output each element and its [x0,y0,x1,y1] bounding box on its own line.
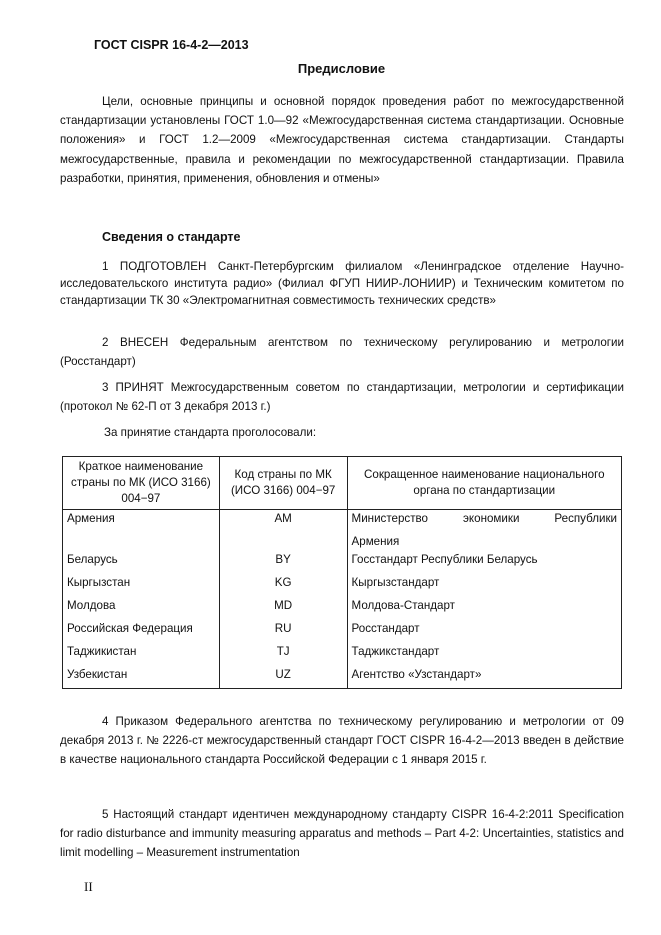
voting-countries-table [62,456,622,689]
cell-country: Таджикистан [63,643,220,666]
table-row [63,574,622,597]
cell-body-line: Министерство экономики Республики [351,512,617,525]
table-row [63,666,622,689]
voted-label: За принятие стандарта проголосовали: [104,426,317,439]
cell-code: RU [219,620,347,643]
cell-country: Беларусь [63,551,220,574]
cell-body [347,510,621,552]
foreword-paragraph: Цели, основные принципы и основной порядок проведения работ по межгосударственной стандартизации установлены ГОСТ 1.0—92 «Межгосударственная система стандартизации. Основные положения» и ГОСТ 1.2—2009 «Межгосударственная система стандартизации. Стандарты межгосударственные, правила и рекомендации по межгосударственной стандартизации. Правила разработки, принятия, применения, обновления и отмены» [60,95,624,185]
item-5-paragraph: 5 Настоящий стандарт идентичен международному стандарту CISPR 16-4-2:2011 Specification for radio disturbance and immunity measuring apparatus and methods – Part 4-2: Uncertainties, statistics and limit modelling – Measurement instrumentation [60,808,624,860]
table-row [63,597,622,620]
document-code-header: ГОСТ CISPR 16-4-2—2013 [94,38,249,52]
item-2-paragraph: 2 ВНЕСЕН Федеральным агентством по техническому регулированию и метрологии (Росстандарт) [60,336,624,369]
table-row [63,620,622,643]
cell-code: MD [219,597,347,620]
cell-body: Госстандарт Республики Беларусь [347,551,621,574]
cell-body: Агентство «Узстандарт» [347,666,621,689]
cell-code: AM [219,510,347,552]
table-row [63,643,622,666]
cell-code: TJ [219,643,347,666]
header-standards-body: Сокращенное наименование национального органа по стандартизации [347,457,621,510]
cell-code: BY [219,551,347,574]
cell-country: Узбекистан [63,666,220,689]
cell-body: Таджикстандарт [347,643,621,666]
item-1-paragraph: 1 ПОДГОТОВЛЕН Санкт-Петербургским филиалом «Ленинградское отделение Научно-исследовательского института радио» (Филиал ФГУП НИИР-ЛОНИИР) и Техническим комитетом по стандартизации ТК 30 «Электромагнитная совместимость технических средств» [60,260,624,307]
cell-code: UZ [219,666,347,689]
cell-body-line: Армения [351,535,400,548]
item-3-paragraph: 3 ПРИНЯТ Межгосударственным советом по стандартизации, метрологии и сертификации (протокол № 62-П от 3 декабря 2013 г.) [60,381,624,414]
cell-country: Кыргызстан [63,574,220,597]
cell-body: Росстандарт [347,620,621,643]
table-row [63,510,622,552]
table-row [63,551,622,574]
cell-body: Кыргызстандарт [347,574,621,597]
cell-country: Российская Федерация [63,620,220,643]
section-title: Предисловие [297,61,386,76]
header-country-code: Код страны по МК (ИСО 3166) 004−97 [219,457,347,510]
cell-country: Молдова [63,597,220,620]
table-header-row [63,457,622,510]
cell-body: Молдова-Стандарт [347,597,621,620]
cell-code: KG [219,574,347,597]
standard-info-heading: Сведения о стандарте [102,230,241,244]
page-number: II [84,879,93,894]
item-4-paragraph: 4 Приказом Федерального агентства по техническому регулированию и метрологии от 09 декабря 2013 г. № 2226-ст межгосударственный стандарт ГОСТ CISPR 16-4-2—2013 введен в действие в качестве национального стандарта Российской Федерации с 1 января 2015 г. [60,715,624,767]
cell-country: Армения [63,510,220,552]
header-country-name: Краткое наименование страны по МК (ИСО 3166) 004−97 [63,457,220,510]
